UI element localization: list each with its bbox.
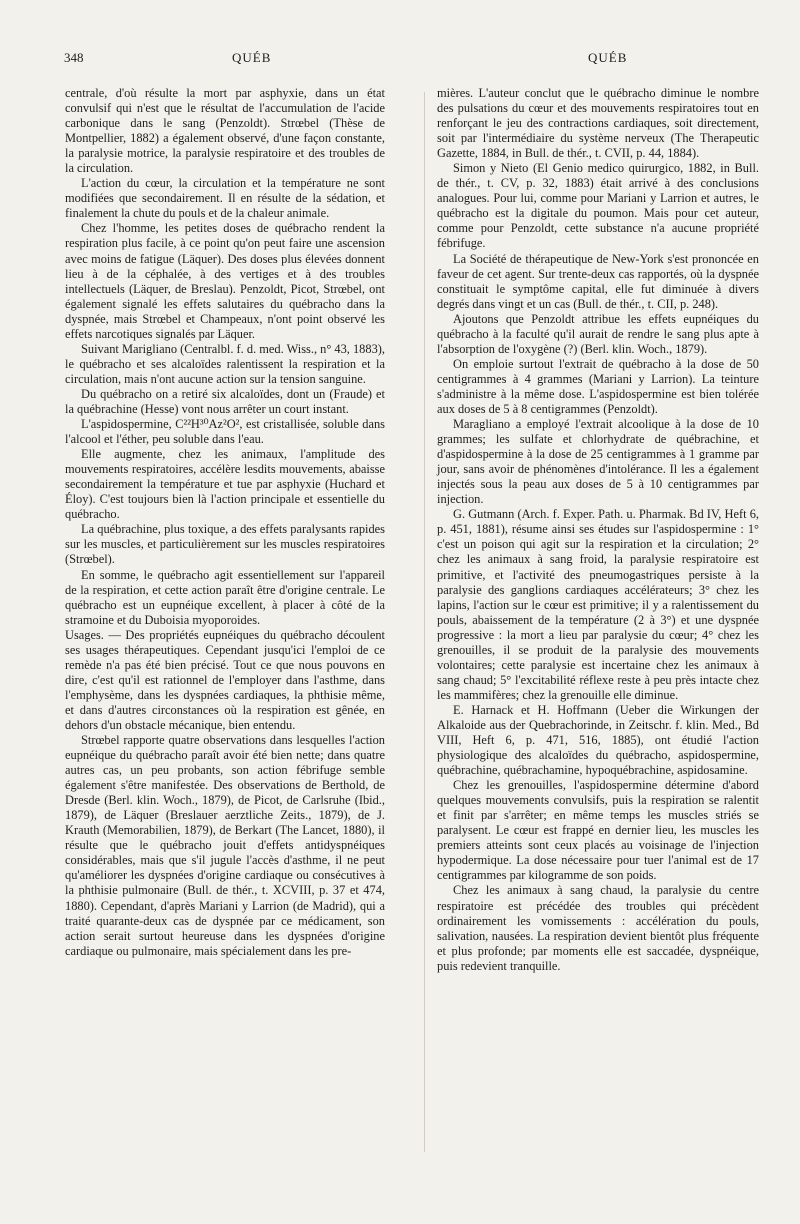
paragraph: G. Gutmann (Arch. f. Exper. Path. u. Pharmak. Bd IV, Heft 6, p. 451, 1881), résume ainsi ses études sur l'aspidospermine : 1° c'est un poison qui agit sur la respiration et la circulation; 2° chez les animaux à sang froid, la paralysie respiratoire est primitive, et l'activité des pneumogastriques persiste à la paralysie des ganglions cardiaques accélérateurs; 3° chez les lapins, l'action sur le cœur est primitive; il y a ralentissement du pouls, abaissement de la température (2 à 3°) et une dyspnée progressive : la mort a lieu par paralysie du cœur; 4° chez les grenouilles, il se produit de la paralysie des mouvements volontaires; cette paralysie est incertaine chez les animaux à sang chaud; 5° l'excitabilité réflexe reste à peu près intacte chez les mammifères; chez la grenouille elle diminue.: [437, 507, 759, 702]
paragraph: En somme, le québracho agit essentiellement sur l'appareil de la respiration, et cette action paraît être d'origine centrale. Le québracho est un eupnéique excellent, à placer à côté de la stramoine et du Duboisia myoporoides.: [65, 567, 385, 627]
left-column: [65, 86, 385, 959]
column-divider: [424, 92, 425, 1152]
paragraph: Chez l'homme, les petites doses de québracho rendent la respiration plus facile, à ce point qu'on peut faire une ascension avec moins de fatigue (Läquer). Des doses plus élevées donnent lieu à de la céphalée, à des vertiges et à des troubles intellectuels (Läquer, de Breslau). Penzoldt, Picot, Strœbel, ont également signalé les effets salutaires du québracho dans la dyspnée, mais Strœbel et Champeaux, n'ont point observé les effets narcotiques signalés par Läquer.: [65, 221, 385, 341]
header-left-title: QUÉB: [232, 50, 272, 65]
paragraph: L'aspidospermine, C²²H³⁰Az²O², est cristallisée, soluble dans l'alcool et l'éther, peu soluble dans l'eau.: [65, 417, 385, 447]
paragraph: Chez les animaux à sang chaud, la paralysie du centre respiratoire est précédée des troubles qui précèdent ordinairement les vomissements : accélération du pouls, salivation, nausées. La respiration devient bientôt plus fréquente et plus profonde; par moments elle est saccadée, dyspnéique, puis redevient tranquille.: [437, 883, 759, 973]
paragraph: Maragliano a employé l'extrait alcoolique à la dose de 10 grammes; les sulfate et chlorhydrate de québrachine, et d'aspidospermine à la dose de 25 centigrammes à 1 gramme par jour, sans avoir de phénomènes d'intolérance. Il les a également injectés sous la peau aux doses de 5 à 10 centigrammes par injection.: [437, 417, 759, 507]
paragraph: centrale, d'où résulte la mort par asphyxie, dans un état convulsif qui n'est que le résultat de l'accumulation de l'acide carbonique dans le sang (Penzoldt). Strœbel (Thèse de Montpellier, 1882) a également observé, d'une façon constante, la paralysie motrice, la paralysie respiratoire et des troubles de la circulation.: [65, 86, 385, 176]
paragraph: Usages. — Des propriétés eupnéiques du québracho découlent ses usages thérapeutiques. Cependant jusqu'ici l'emploi de ce remède n'a pas été bien précisé. Tout ce que nous pouvons en dire, c'est qu'il est rationnel de l'employer dans l'asthme, dans l'emphysème, dans les dyspnées cardiaques, la phthisie même, et dans d'autres circonstances où la respiration est gênée, en dehors d'un obstacle mécanique, bien entendu.: [65, 627, 385, 732]
paragraph: Suivant Marigliano (Centralbl. f. d. med. Wiss., n° 43, 1883), le québracho et ses alcaloïdes ralentissent la respiration et la circulation, mais n'ont aucune action sur la tension sanguine.: [65, 341, 385, 386]
running-header: [0, 50, 800, 68]
paragraph: Ajoutons que Penzoldt attribue les effets eupnéiques du québracho à la faculté qu'il aurait de rendre le sang plus apte à l'absorption de l'oxygène (?) (Berl. klin. Woch., 1879).: [437, 311, 759, 356]
paragraph: Simon y Nieto (El Genio medico quirurgico, 1882, in Bull. de thér., t. CV, p. 32, 1883) était arrivé à des conclusions analogues. Pour lui, comme pour Mariani y Larrion et autres, le québracho est la digitale du poumon. Mais pour cet auteur, comme pour Penzoldt, cette substance n'a aucune propriété fébrifuge.: [437, 161, 759, 251]
paragraph: On emploie surtout l'extrait de québracho à la dose de 50 centigrammes à 4 grammes (Mariani y Larrion). La teinture s'administre à la même dose. L'aspidospermine est bien tolérée aux doses de 5 à 8 centigrammes (Penzoldt).: [437, 356, 759, 416]
paragraph: Du québracho on a retiré six alcaloïdes, dont un (Fraude) et la québrachine (Hesse) vont nous arrêter un court instant.: [65, 386, 385, 416]
paragraph: Elle augmente, chez les animaux, l'amplitude des mouvements respiratoires, accélère lesdits mouvements, abaisse secondairement la température et tue par asphyxie (Huchard et Éloy). C'est toujours bien là l'action principale et essentielle du québracho.: [65, 447, 385, 522]
paragraph: Chez les grenouilles, l'aspidospermine détermine d'abord quelques mouvements convulsifs, puis la respiration se ralentit et finit par s'arrêter; en même temps les muscles striés se paralysent. Le cœur est frappé en dernier lieu, les muscles les premiers atteints sont ceux placés au voisinage de l'injection hypodermique. La dose nécessaire pour tuer l'animal est de 17 centigrammes par kilogramme de son poids.: [437, 778, 759, 883]
header-right-title: QUÉB: [588, 50, 628, 65]
right-column: [437, 86, 759, 974]
paragraph: L'action du cœur, la circulation et la température ne sont modifiées que secondairement. Il en résulte de la sédation, et finalement la chute du pouls et de la chaleur animale.: [65, 176, 385, 221]
paragraph: mières. L'auteur conclut que le québracho diminue le nombre des pulsations du cœur et des mouvements respiratoires tout en renforçant le jeu des contractions cardiaques, soit directement, soit par l'intermédiaire du système nerveux (The Therapeutic Gazette, 1884, in Bull. de thér., t. CVII, p. 44, 1884).: [437, 86, 759, 161]
paragraph: La Société de thérapeutique de New-York s'est prononcée en faveur de cet agent. Sur trente-deux cas rapportés, où la dyspnée constituait le symptôme capital, elle fut diminuée à divers degrés dans vingt et un cas (Bull. de thér., t. CII, p. 248).: [437, 251, 759, 311]
paragraph: Strœbel rapporte quatre observations dans lesquelles l'action eupnéique du québracho paraît avoir été bien nette; dans quatre autres cas, un peu probants, son action fébrifuge semble également s'être manifestée. Des observations de Berthold, de Dresde (Berl. klin. Woch., 1879), de Picot, de Carlsruhe (Ibid., 1879), de Läquer (Breslauer aerztliche Zeits., 1879), de J. Krauth (Memorabilien, 1879), de Berkart (The Lancet, 1880), il résulte que le québracho jouit d'effets antidyspnéiques considérables, mais que s'il jugule l'accès d'asthme, il ne peut qu'améliorer les dyspnées d'origine cardiaque ou consécutives à la phthisie pulmonaire (Bull. de thér., t. XCVIII, p. 37 et 474, 1880). Cependant, d'après Mariani y Larrion (de Madrid), qui a traité quarante-deux cas de dyspnée par ce médicament, son action serait surtout heureuse dans les dyspnées d'origine cardiaque ou pulmonaire, mais spécialement dans les pre-: [65, 733, 385, 958]
paragraph: E. Harnack et H. Hoffmann (Ueber die Wirkungen der Alkaloide aus der Quebrachorinde, in Zeitschr. f. klin. Med., Bd VIII, Heft 6, p. 471, 516, 1885), ont étudié l'action physiologique des alcaloïdes du québracho, aspidospermine, québrachine, québrachamine, hypoquébrachine, aspidosamine.: [437, 702, 759, 778]
paragraph: La québrachine, plus toxique, a des effets paralysants rapides sur les muscles, et particulièrement sur les muscles respiratoires (Strœbel).: [65, 522, 385, 567]
page-number: 348: [64, 50, 84, 65]
